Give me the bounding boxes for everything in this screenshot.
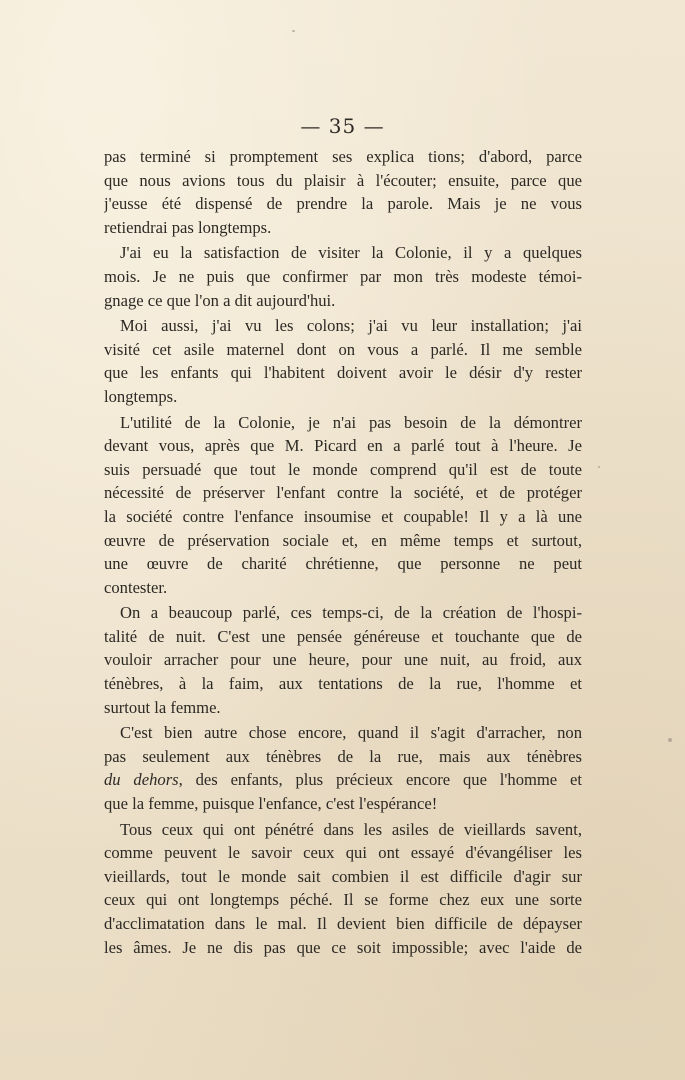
text-line: nécessité de préserver l'enfant contre la société, et de protéger (104, 483, 582, 503)
text-line: Moi aussi, j'ai vu les colons; j'ai vu leur installation; j'ai (120, 316, 582, 336)
text-line-rest: , des enfants, plus précieux encore que l'homme et (178, 770, 582, 790)
text-line: pas seulement aux ténèbres de la rue, mais aux ténèbres (104, 746, 582, 766)
text-line: suis persuadé que tout le monde comprend qu'il est de toute (104, 459, 582, 479)
text-line: œuvre de préservation sociale et, en même temps et surtout, (104, 530, 582, 550)
body-text (104, 145, 582, 959)
text-line: que nous avions tous du plaisir à l'écouter; ensuite, parce que (104, 170, 582, 190)
text-line: devant vous, après que M. Picard en a parlé tout à l'heure. Je (104, 436, 582, 456)
text-line: que la femme, puisque l'enfance, c'est l'espérance! (104, 794, 438, 814)
text-line: retiendrai pas longtemps. (104, 217, 272, 237)
text-line: L'utilité de la Colonie, je n'ai pas besoin de la démontrer (120, 412, 582, 432)
text-line: surtout la femme. (104, 697, 221, 717)
text-line: que les enfants qui l'habitent doivent avoir le désir d'y rester (104, 363, 582, 383)
text-line: pas terminé si promptement ses explica tions; d'abord, parce (104, 147, 582, 166)
text-line: comme peuvent le savoir ceux qui ont essayé d'évangéliser les (104, 843, 582, 863)
text-line: vieillards, tout le monde sait combien il est difficile d'agir sur (104, 866, 582, 886)
text-line: mois. Je ne puis que confirmer par mon très modeste témoi- (104, 266, 582, 286)
text-line: contester. (104, 577, 168, 597)
paper-speck (668, 738, 672, 742)
paper-speck (598, 466, 600, 468)
text-line: gnage ce que l'on a dit aujourd'hui. (104, 290, 336, 310)
text-line: j'eusse été dispensé de prendre la parole. Mais je ne vous (104, 194, 582, 214)
text-line: les âmes. Je ne dis pas que ce soit impossible; avec l'aide de (104, 937, 582, 957)
text-line: la société contre l'enfance insoumise et coupable! Il y a là une (104, 506, 582, 526)
text-line: visité cet asile maternel dont on vous a parlé. Il me semble (104, 339, 582, 359)
text-line: ceux qui ont longtemps péché. Il se forme chez eux une sorte (104, 890, 582, 910)
text-line: talité de nuit. C'est une pensée généreuse et touchante que de (104, 626, 582, 646)
text-line: J'ai eu la satisfaction de visiter la Colonie, il y a quelques (120, 243, 582, 263)
text-line: longtemps. (104, 386, 178, 406)
text-line: Tous ceux qui ont pénétré dans les asiles de vieillards savent, (120, 819, 582, 839)
italic-phrase: du dehors (104, 770, 179, 790)
page-number: — 35 — (300, 114, 385, 138)
text-line: d'acclimatation dans le mal. Il devient bien difficile de dépayser (104, 914, 582, 933)
text-line: vouloir arracher pour une heure, pour une nuit, au froid, aux (104, 650, 582, 670)
text-line: C'est bien autre chose encore, quand il s'agit d'arracher, non (120, 723, 582, 743)
text-line: ténèbres, à la faim, aux tentations de la rue, l'homme et (104, 674, 582, 694)
text-line-with-italic (104, 768, 582, 792)
text-line: une œuvre de charité chrétienne, que personne ne peut (104, 554, 582, 574)
text-line: On a beaucoup parlé, ces temps-ci, de la création de l'hospi- (120, 603, 582, 623)
paper-speck (292, 30, 295, 32)
